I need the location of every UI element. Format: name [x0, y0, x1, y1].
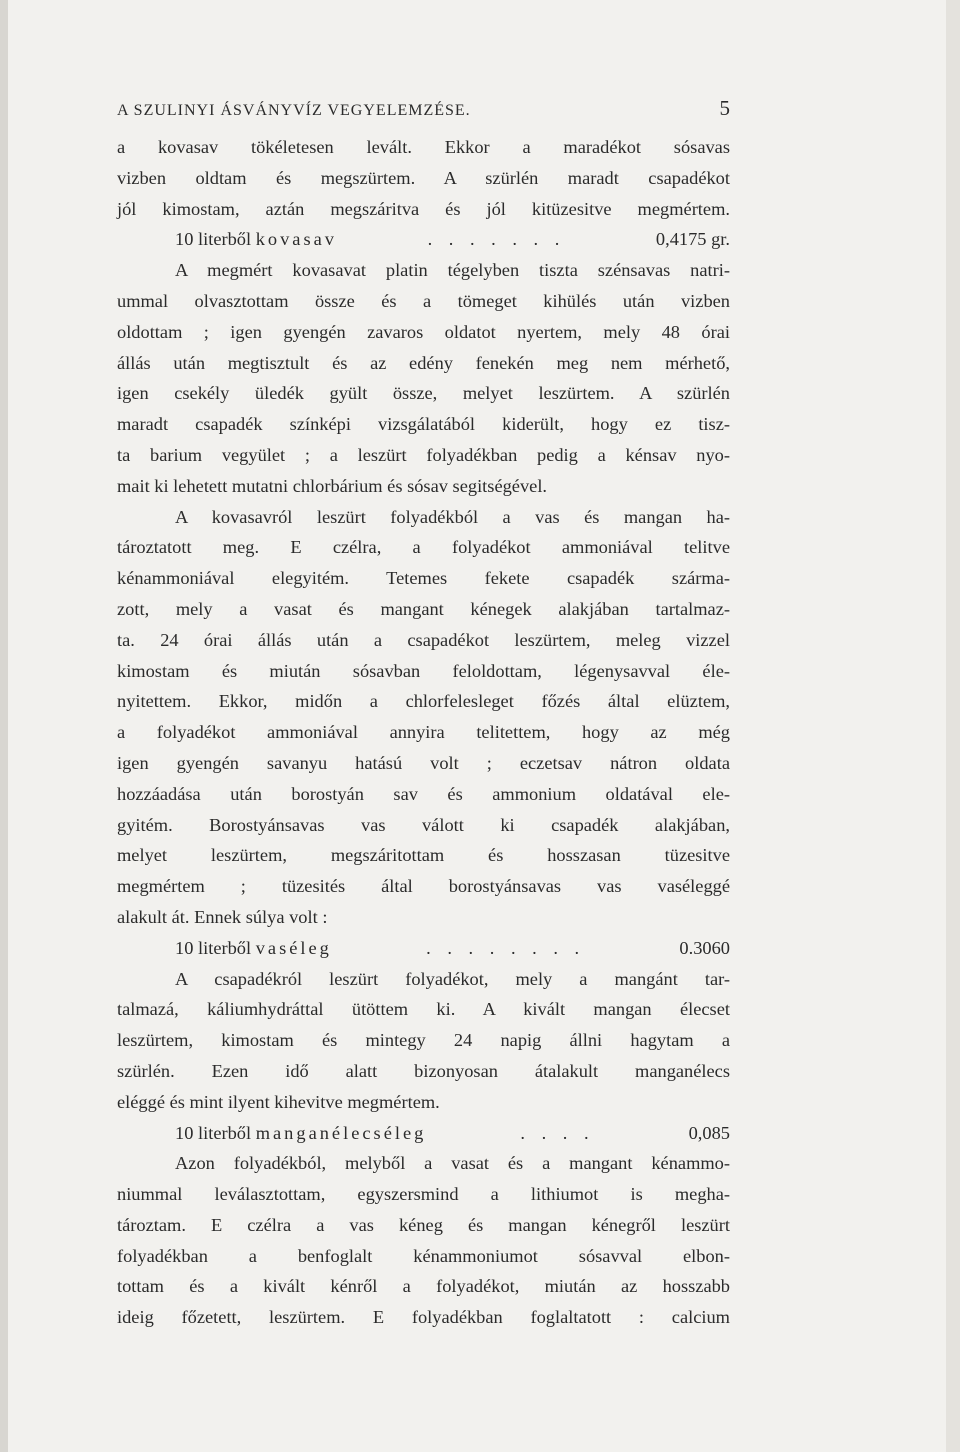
text-line: zott, mely a vasat és mangant kénegek alakjában tartalmaz- — [117, 598, 730, 619]
text-line: tottam és a kivált kénről a folyadékot, miután az hosszabb — [117, 1276, 730, 1297]
text-line: talmazá, káliumhydráttal ütöttem ki. A kivált mangan élecset — [117, 999, 730, 1020]
measurement-silica — [117, 224, 730, 255]
page-number: 5 — [719, 96, 730, 120]
body-text — [117, 132, 730, 1333]
text-line: ummal olvasztottam össze és a tömeget kihülés után vizben — [117, 290, 730, 311]
text-line: megmértem ; tüzesités által borostyánsavas vas vaséleggé — [117, 876, 730, 897]
text-line: tároztam. E czélra a vas kéneg és mangan kénegről leszürt — [117, 1214, 730, 1235]
measurement-substance: kovasav — [255, 229, 337, 250]
measurement-label: 10 literből — [175, 229, 252, 250]
text-line: kimostam és miután sósavban feloldottam, légenysavval éle- — [117, 660, 730, 681]
leader-dots: . . . . — [520, 1122, 595, 1143]
text-line: A csapadékról leszürt folyadékot, mely a mangánt tar- — [175, 968, 730, 989]
text-line: folyadékban a benfoglalt kénammoniumot sósavval elbon- — [117, 1245, 730, 1266]
running-header — [117, 96, 730, 132]
measurement-value: 0,4175 gr. — [655, 229, 730, 250]
text-line: Azon folyadékból, melyből a vasat és a mangant kénammo- — [175, 1153, 730, 1174]
leader-dots: . . . . . . . . — [426, 937, 586, 958]
text-line: gyitém. Borostyánsavas vas válott ki csapadék alakjában, — [117, 814, 730, 835]
text-line: alakult át. Ennek súlya volt : — [117, 906, 328, 927]
measurement-manganese — [117, 1118, 730, 1149]
measurement-label: 10 literből — [175, 937, 252, 958]
text-line: oldottam ; igen gyengén zavaros oldatot nyertem, mely 48 órai — [117, 321, 730, 342]
measurement-label: 10 literből — [175, 1122, 252, 1143]
text-line: mait ki lehetett mutatni chlorbárium és sósav segitségével. — [117, 475, 548, 496]
text-line: nyitettem. Ekkor, midőn a chlorfelesleget főzés által elüztem, — [117, 691, 730, 712]
measurement-iron-oxide — [117, 933, 730, 964]
text-line: szürlén. Ezen idő alatt bizonyosan átalakult manganélecs — [117, 1060, 730, 1081]
running-title: A SZULINYI ÁSVÁNYVÍZ VEGYELEMZÉSE. — [117, 102, 471, 119]
text-line: a kovasav tökéletesen levált. Ekkor a maradékot sósavas — [117, 137, 730, 157]
measurement-value: 0,085 — [688, 1122, 730, 1143]
text-line: ta barium vegyület ; a leszürt folyadékban pedig a kénsav nyo- — [117, 444, 730, 465]
text-line: igen gyengén savanyu hatású volt ; eczetsav nátron oldata — [117, 752, 730, 773]
text-line: eléggé és mint ilyent kihevitve megmértem. — [117, 1091, 440, 1112]
text-line: igen csekély üledék gyült össze, melyet leszürtem. A szürlén — [117, 383, 730, 404]
text-line: hozzáadása után borostyán sav és ammonium oldatával ele- — [117, 783, 730, 804]
text-line: maradt csapadék színképi vizsgálatából kiderült, hogy ez tisz- — [117, 414, 730, 435]
scan-edge-left — [0, 0, 8, 1452]
text-line: kénammoniával elegyitém. Tetemes fekete csapadék szárma- — [117, 568, 730, 589]
text-line: A megmért kovasavat platin tégelyben tiszta szénsavas natri- — [175, 260, 730, 281]
book-page — [117, 96, 730, 1333]
text-line: állás után megtisztult és az edény fenekén meg nem mérhető, — [117, 352, 730, 373]
text-line: leszürtem, kimostam és mintegy 24 napig állni hagytam a — [117, 1030, 730, 1051]
text-line: jól kimostam, aztán megszáritva és jól kitüzesitve megmértem. — [117, 198, 730, 219]
measurement-substance: manganélecséleg — [255, 1122, 427, 1143]
leader-dots: . . . . . . . — [427, 229, 566, 250]
text-line: a folyadékot ammoniával annyira telitettem, hogy az még — [117, 722, 730, 743]
measurement-value: 0.3060 — [679, 937, 730, 958]
text-line: niummal leválasztottam, egyszersmind a lithiumot is megha- — [117, 1184, 730, 1205]
text-line: tároztatott meg. E czélra, a folyadékot ammoniával telitve — [117, 537, 730, 558]
measurement-substance: vaséleg — [255, 937, 332, 958]
scan-edge-right — [946, 0, 960, 1452]
text-line: ideig főzetett, leszürtem. E folyadékban foglaltatott : calcium — [117, 1307, 730, 1328]
text-line: ta. 24 órai állás után a csapadékot leszürtem, meleg vizzel — [117, 629, 730, 650]
text-line: melyet leszürtem, megszáritottam és hosszasan tüzesitve — [117, 845, 730, 866]
text-line: vizben oldtam és megszürtem. A szürlén maradt csapadékot — [117, 167, 730, 188]
text-line: A kovasavról leszürt folyadékból a vas és mangan ha- — [175, 506, 730, 527]
